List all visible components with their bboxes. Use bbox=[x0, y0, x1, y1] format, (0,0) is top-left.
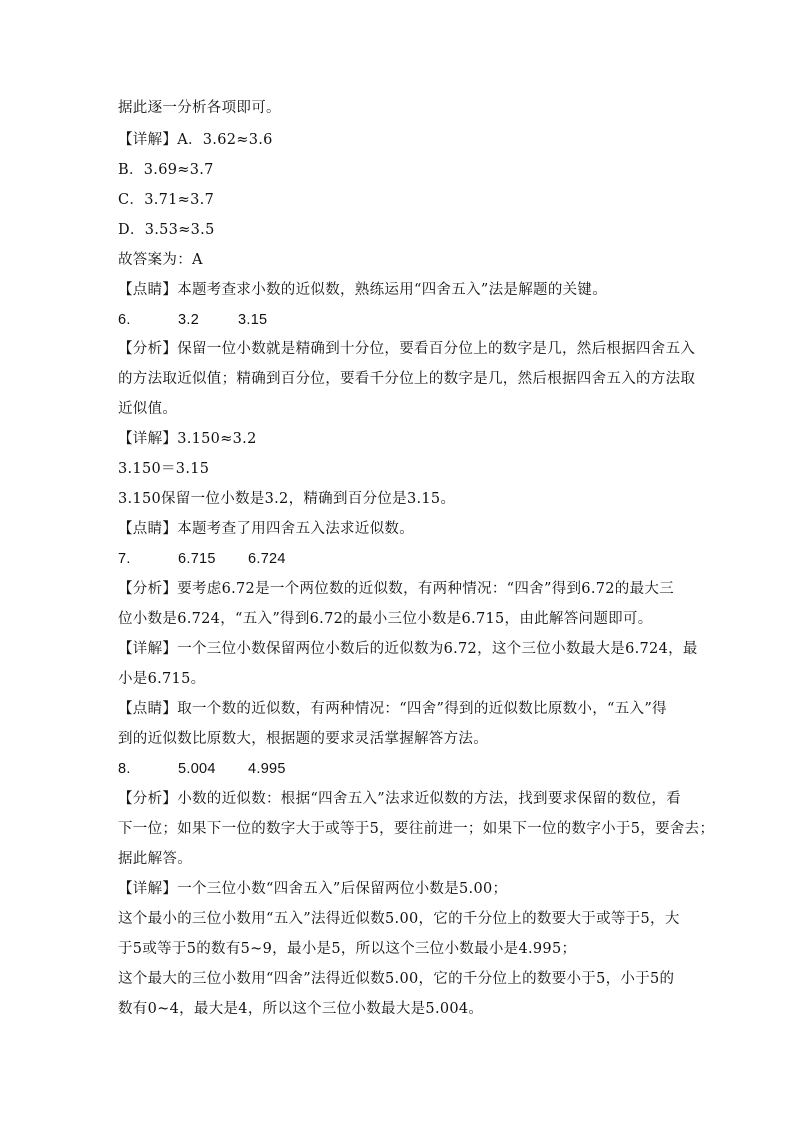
text-line: 近似值。 bbox=[118, 401, 178, 417]
question-number: 7. bbox=[118, 551, 131, 567]
answer-row bbox=[118, 310, 267, 330]
text-line: 【详解】A．3.62≈3.6 bbox=[118, 132, 273, 148]
text-line: 【分析】保留一位小数就是精确到十分位，要看百分位上的数字是几，然后根据四舍五入 bbox=[118, 341, 696, 357]
answer-value: 5.004 bbox=[178, 761, 216, 777]
text-line: 3.150＝3.15 bbox=[118, 461, 210, 477]
text-line: 【分析】要考虑6.72是一个两位数的近似数，有两种情况：“四舍”得到6.72的最大三 bbox=[118, 581, 674, 597]
question-number: 6. bbox=[118, 312, 131, 328]
text-line: 【点睛】取一个数的近似数，有两种情况：“四舍”得到的近似数比原数小，“五入”得 bbox=[118, 701, 667, 717]
text-line: B．3.69≈3.7 bbox=[118, 162, 214, 178]
text-line: 这个最小的三位小数用“五入”法得近似数5.00，它的千分位上的数要大于或等于5，大 bbox=[118, 911, 680, 927]
text-line: 【点睛】本题考查求小数的近似数，熟练运用“四舍五入”法是解题的关键。 bbox=[118, 282, 608, 298]
text-line: 【详解】3.150≈3.2 bbox=[118, 431, 257, 447]
answer-row bbox=[118, 549, 286, 569]
answer-value: 3.2 bbox=[178, 312, 200, 328]
question-number: 8. bbox=[118, 761, 131, 777]
answer-value: 6.715 bbox=[178, 551, 216, 567]
text-line: 【分析】小数的近似数：根据“四舍五入”法求近似数的方法，找到要求保留的数位，看 bbox=[118, 791, 682, 807]
text-line: 据此逐一分析各项即可。 bbox=[118, 100, 281, 116]
answer-row bbox=[118, 759, 286, 779]
text-line: 数有0~4，最大是4，所以这个三位小数最大是5.004。 bbox=[118, 1001, 484, 1017]
text-line: 小是6.715。 bbox=[118, 671, 206, 687]
text-line: C．3.71≈3.7 bbox=[118, 192, 215, 208]
text-line: D．3.53≈3.5 bbox=[118, 222, 215, 238]
text-line: 3.150保留一位小数是3.2，精确到百分位是3.15。 bbox=[118, 491, 456, 507]
text-line: 据此解答。 bbox=[118, 851, 192, 867]
text-line: 【点睛】本题考查了用四舍五入法求近似数。 bbox=[118, 521, 414, 537]
text-line: 【详解】一个三位小数保留两位小数后的近似数为6.72，这个三位小数最大是6.724，最 bbox=[118, 641, 698, 657]
text-line: 【详解】一个三位小数“四舍五入”后保留两位小数是5.00； bbox=[118, 881, 508, 897]
text-line: 于5或等于5的数有5~9，最小是5，所以这个三位小数最小是4.995； bbox=[118, 941, 577, 957]
text-line: 故答案为：A bbox=[118, 252, 203, 268]
answer-value: 6.724 bbox=[248, 551, 286, 567]
answer-value: 4.995 bbox=[248, 761, 286, 777]
text-line: 到的近似数比原数大，根据题的要求灵活掌握解答方法。 bbox=[118, 731, 488, 747]
text-line: 下一位；如果下一位的数字大于或等于5，要往前进一；如果下一位的数字小于5，要舍去； bbox=[118, 821, 715, 837]
text-line: 的方法取近似值；精确到百分位，要看千分位上的数字是几，然后根据四舍五入的方法取 bbox=[118, 371, 696, 387]
text-line: 这个最大的三位小数用“四舍”法得近似数5.00，它的千分位上的数要小于5，小于5的 bbox=[118, 971, 675, 987]
text-line: 位小数是6.724，“五入”得到6.72的最小三位小数是6.715，由此解答问题即可。 bbox=[118, 611, 653, 627]
answer-value: 3.15 bbox=[238, 312, 268, 328]
